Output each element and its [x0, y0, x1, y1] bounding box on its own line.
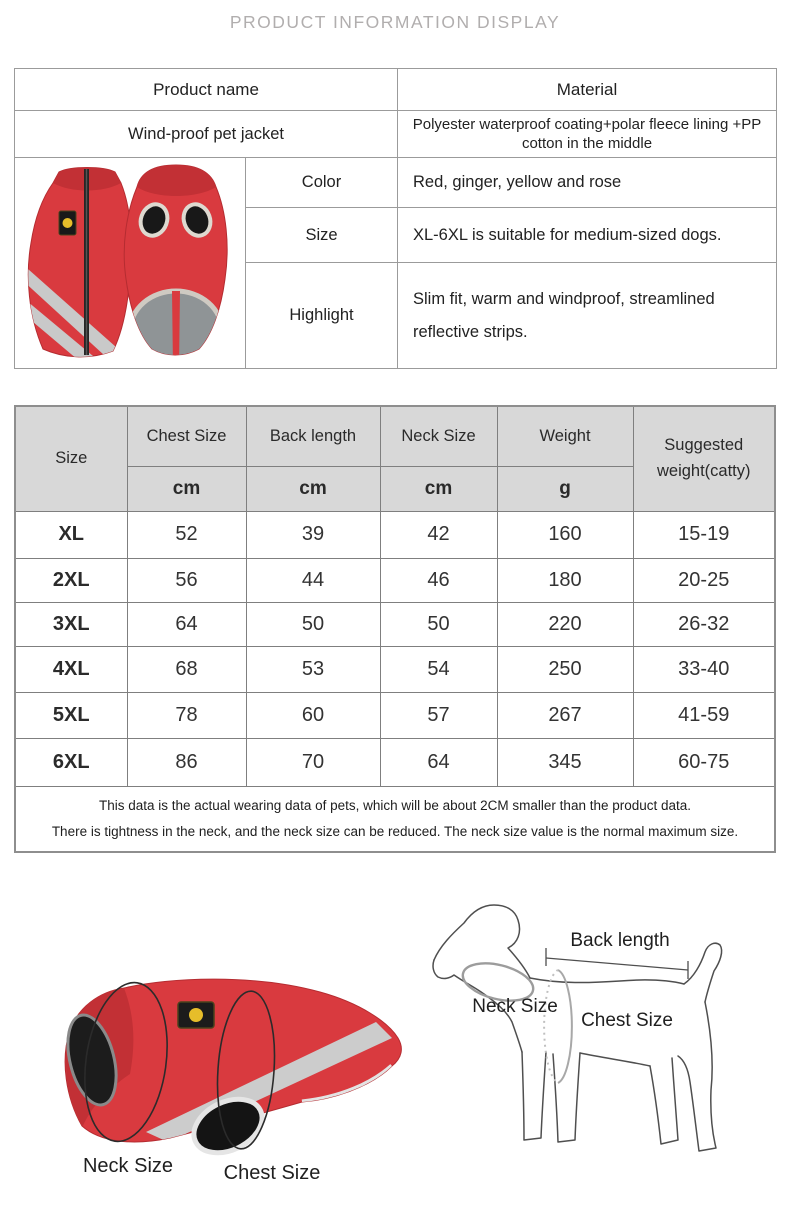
table-row	[15, 602, 775, 646]
page-title: PRODUCT INFORMATION DISPLAY	[229, 12, 561, 32]
row-chest: 56	[127, 558, 246, 602]
row-neck: 54	[380, 646, 497, 692]
row-size: 6XL	[15, 738, 127, 786]
row-suggested: 20-25	[633, 558, 775, 602]
col-back: Back length	[246, 406, 380, 466]
row-suggested: 15-19	[633, 511, 775, 558]
jacket-neck-size-label: Neck Size	[82, 1155, 174, 1177]
material-header: Material	[398, 69, 777, 111]
row-chest: 86	[127, 738, 246, 786]
col-neck: Neck Size	[380, 406, 497, 466]
row-suggested: 33-40	[633, 646, 775, 692]
row-back: 44	[246, 558, 380, 602]
highlight-value: Slim fit, warm and windproof, streamlined reflective strips.	[398, 263, 777, 369]
row-weight: 267	[497, 692, 633, 738]
row-weight: 180	[497, 558, 633, 602]
size-chart-notes-row	[15, 786, 775, 852]
color-row	[15, 158, 777, 208]
row-chest: 68	[127, 646, 246, 692]
unit-neck: cm	[380, 466, 497, 511]
jacket-side-view	[60, 979, 402, 1163]
jacket-back-view	[20, 167, 132, 368]
dog-neck-size-label: Neck Size	[472, 996, 558, 1017]
size-label: Size	[246, 208, 398, 263]
note-line-2: There is tightness in the neck, and the neck size can be reduced. The neck size value is the normal maximum size.	[51, 823, 739, 839]
row-neck: 50	[380, 602, 497, 646]
row-size: 4XL	[15, 646, 127, 692]
jacket-chest-size-label: Chest Size	[223, 1162, 321, 1184]
table-row	[15, 738, 775, 786]
dog-measure-diagram	[420, 890, 780, 1175]
size-value: XL-6XL is suitable for medium-sized dogs.	[398, 208, 777, 263]
material-value: Polyester waterproof coating+polar fleece lining +PP cotton in the middle	[398, 111, 777, 158]
row-back: 50	[246, 602, 380, 646]
product-photo	[15, 158, 246, 369]
row-back: 60	[246, 692, 380, 738]
col-size: Size	[15, 406, 127, 511]
row-back: 53	[246, 646, 380, 692]
product-name-value: Wind-proof pet jacket	[15, 111, 398, 158]
dog-back-length-label: Back length	[570, 930, 670, 951]
product-name-header: Product name	[15, 69, 398, 111]
row-size: XL	[15, 511, 127, 558]
note-line-1: This data is the actual wearing data of pets, which will be about 2CM smaller than the product data.	[98, 798, 692, 814]
row-weight: 250	[497, 646, 633, 692]
size-chart-table	[14, 405, 776, 853]
dog-measure-rings	[459, 957, 572, 1083]
row-size: 2XL	[15, 558, 127, 602]
row-suggested: 26-32	[633, 602, 775, 646]
unit-chest: cm	[127, 466, 246, 511]
size-chart-header-row	[15, 406, 775, 466]
row-size: 3XL	[15, 602, 127, 646]
back-length-measure-line	[546, 948, 688, 979]
jacket-measure-diagram	[20, 930, 420, 1185]
row-size: 5XL	[15, 692, 127, 738]
col-chest: Chest Size	[127, 406, 246, 466]
row-weight: 345	[497, 738, 633, 786]
table-row	[15, 511, 775, 558]
info-value-row	[15, 111, 777, 158]
row-weight: 220	[497, 602, 633, 646]
table-row	[15, 558, 775, 602]
product-info-table	[14, 68, 777, 369]
dog-chest-size-label: Chest Size	[581, 1010, 673, 1031]
row-chest: 78	[127, 692, 246, 738]
color-value: Red, ginger, yellow and rose	[398, 158, 777, 208]
row-suggested: 41-59	[633, 692, 775, 738]
table-row	[15, 646, 775, 692]
unit-weight: g	[497, 466, 633, 511]
row-back: 70	[246, 738, 380, 786]
row-suggested: 60-75	[633, 738, 775, 786]
row-neck: 42	[380, 511, 497, 558]
unit-back: cm	[246, 466, 380, 511]
col-weight: Weight	[497, 406, 633, 466]
row-neck: 46	[380, 558, 497, 602]
row-back: 39	[246, 511, 380, 558]
row-neck: 57	[380, 692, 497, 738]
info-header-row	[15, 69, 777, 111]
highlight-label: Highlight	[246, 263, 398, 369]
row-chest: 52	[127, 511, 246, 558]
row-neck: 64	[380, 738, 497, 786]
row-chest: 64	[127, 602, 246, 646]
color-label: Color	[246, 158, 398, 208]
size-chart-notes	[15, 786, 775, 852]
table-row	[15, 692, 775, 738]
product-photo-illustration	[15, 159, 244, 368]
row-weight: 160	[497, 511, 633, 558]
jacket-front-view	[124, 163, 227, 368]
col-suggested: Suggested weight(catty)	[633, 406, 775, 511]
